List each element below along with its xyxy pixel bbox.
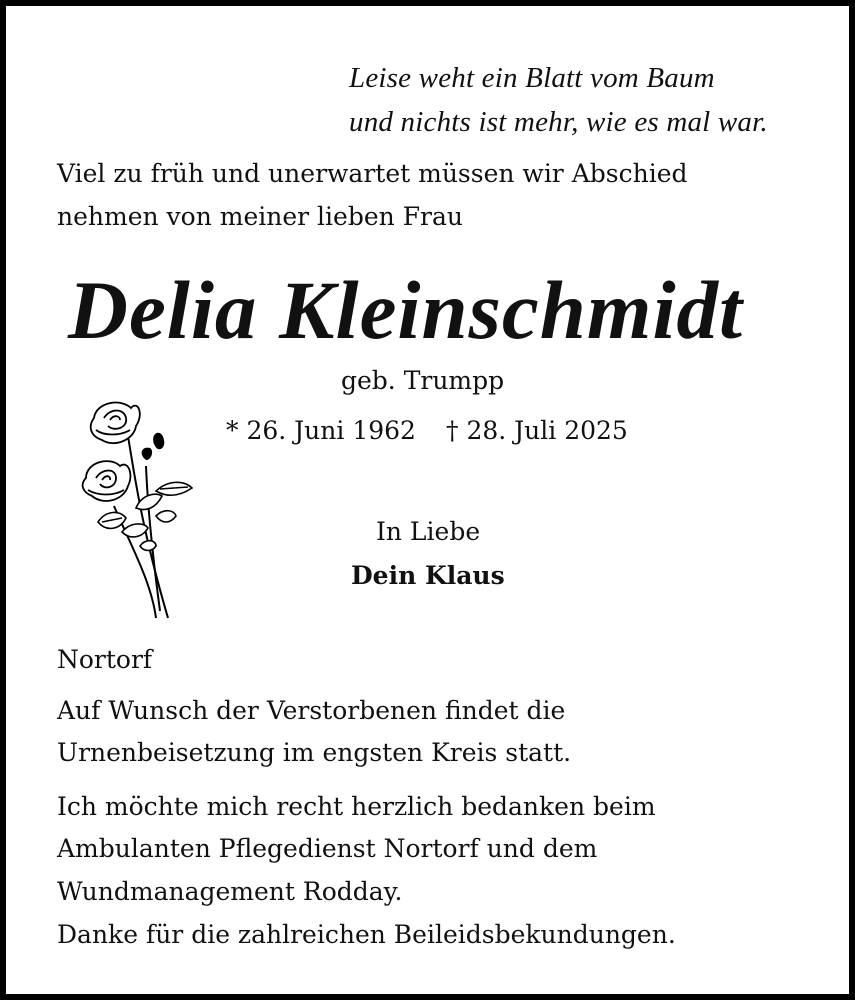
birth-date: * 26. Juni 1962 xyxy=(226,416,416,445)
thanks-line-4: Danke für die zahlreichen Beileidsbekundungen. xyxy=(57,920,676,949)
thanks-line-3: Wundmanagement Rodday. xyxy=(57,877,403,906)
deceased-name: Delia Kleinschmidt xyxy=(68,264,744,356)
death-date: † 28. Juli 2025 xyxy=(446,416,628,445)
poem-line-1: Leise weht ein Blatt vom Baum xyxy=(349,62,715,94)
location: Nortorf xyxy=(57,645,153,674)
funeral-note-line-1: Auf Wunsch der Verstorbenen findet die xyxy=(57,696,566,725)
maiden-name: geb. Trumpp xyxy=(341,366,505,395)
thanks-line-1: Ich möchte mich recht herzlich bedanken beim xyxy=(57,792,656,821)
poem-line-2: und nichts ist mehr, wie es mal war. xyxy=(349,106,768,138)
funeral-note-line-2: Urnenbeisetzung im engsten Kreis statt. xyxy=(57,738,572,767)
intro-line-2: nehmen von meiner lieben Frau xyxy=(57,202,463,231)
intro-line-1: Viel zu früh und unerwartet müssen wir Abschied xyxy=(57,159,688,188)
signoff-signer: Dein Klaus xyxy=(351,561,505,590)
rose-icon xyxy=(76,396,196,621)
thanks-line-2: Ambulanten Pflegedienst Nortorf und dem xyxy=(57,834,598,863)
signoff-phrase: In Liebe xyxy=(376,517,481,546)
